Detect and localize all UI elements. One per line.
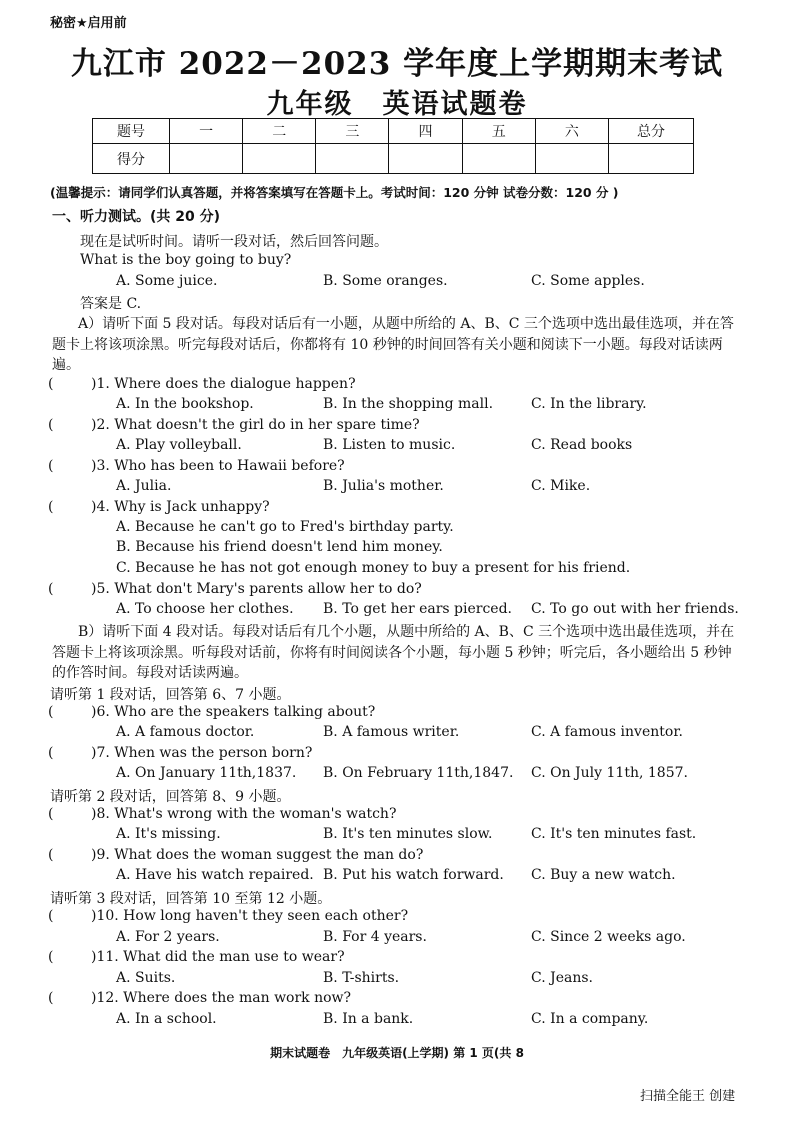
answer-bracket[interactable]: ( — [48, 581, 54, 597]
score-blank[interactable] — [462, 144, 535, 174]
q8-option-b: B. It's ten minutes slow. — [323, 826, 493, 842]
answer-bracket[interactable]: ( — [48, 806, 54, 822]
question-12: )12. Where does the man work now? — [91, 990, 352, 1006]
exam-subtitle: 九年级 英语试题卷 — [266, 89, 528, 120]
question-4: )4. Why is Jack unhappy? — [91, 499, 270, 515]
question-9: )9. What does the woman suggest the man do? — [91, 847, 424, 863]
question-5: )5. What don't Mary's parents allow her to do? — [91, 581, 422, 597]
score-table-header-row — [93, 119, 694, 144]
answer-bracket[interactable]: ( — [48, 745, 54, 761]
example-answer: 答案是 C. — [80, 296, 142, 312]
q1-option-c: C. In the library. — [531, 396, 647, 412]
score-table-score-row — [93, 144, 694, 174]
dialog-2-instruction: 请听第 2 段对话，回答第 8、9 小题。 — [50, 789, 291, 805]
answer-bracket[interactable]: ( — [48, 499, 54, 515]
q9-option-a: A. Have his watch repaired. — [116, 867, 314, 883]
q10-option-c: C. Since 2 weeks ago. — [531, 929, 686, 945]
example-option-c: C. Some apples. — [531, 273, 645, 289]
score-blank[interactable] — [170, 144, 243, 174]
question-8: )8. What's wrong with the woman's watch? — [91, 806, 397, 822]
q2-option-b: B. Listen to music. — [323, 437, 456, 453]
q5-option-a: A. To choose her clothes. — [116, 601, 294, 617]
score-cell: 题号 — [93, 119, 170, 144]
part-b-instructions: B）请听下面 4 段对话。每段对话后有几个小题，从题中所给的 A、B、C 三个选项中选出最佳选项，并在答题卡上将该项涂黑。听每段对话前，你将有时间阅读各个小题，每小题 5 秒钟；听完后，各小题给出 5 秒钟的作答时间。每段对话读两遍。 — [52, 624, 735, 681]
question-2: )2. What doesn't the girl do in her spare time? — [91, 417, 420, 433]
score-table — [92, 118, 694, 174]
q8-option-c: C. It's ten minutes fast. — [531, 826, 697, 842]
q12-option-a: A. In a school. — [116, 1011, 217, 1027]
q12-option-b: B. In a bank. — [323, 1011, 414, 1027]
question-11: )11. What did the man use to wear? — [91, 949, 345, 965]
q4-option-c: C. Because he has not got enough money to buy a present for his friend. — [116, 560, 631, 576]
score-cell: 三 — [316, 119, 389, 144]
q3-option-b: B. Julia's mother. — [323, 478, 444, 494]
q10-option-a: A. For 2 years. — [116, 929, 220, 945]
score-cell: 四 — [389, 119, 462, 144]
q11-option-c: C. Jeans. — [531, 970, 594, 986]
question-10: )10. How long haven't they seen each other? — [91, 908, 409, 924]
q5-option-c: C. To go out with her friends. — [531, 601, 739, 617]
q6-option-c: C. A famous inventor. — [531, 724, 683, 740]
answer-bracket[interactable]: ( — [48, 847, 54, 863]
answer-bracket[interactable]: ( — [48, 704, 54, 720]
answer-bracket[interactable]: ( — [48, 417, 54, 433]
example-question: What is the boy going to buy? — [80, 252, 292, 268]
page-footer: 期末试题卷 九年级英语(上学期) 第 1 页(共 8 — [270, 1046, 524, 1060]
q2-option-c: C. Read books — [531, 437, 633, 453]
score-label: 得分 — [93, 144, 170, 174]
dialog-1-instruction: 请听第 1 段对话，回答第 6、7 小题。 — [50, 687, 291, 703]
q1-option-b: B. In the shopping mall. — [323, 396, 494, 412]
confidential-mark: 秘密★启用前 — [50, 16, 127, 31]
answer-bracket[interactable]: ( — [48, 990, 54, 1006]
score-blank[interactable] — [535, 144, 608, 174]
answer-bracket[interactable]: ( — [48, 949, 54, 965]
score-cell: 二 — [243, 119, 316, 144]
answer-bracket[interactable]: ( — [48, 376, 54, 392]
exam-tip: (温馨提示：请同学们认真答题，并将答案填写在答题卡上。考试时间：120 分钟 试卷分数：120 分 ) — [50, 185, 619, 200]
score-cell: 总分 — [609, 119, 694, 144]
q6-option-b: B. A famous writer. — [323, 724, 460, 740]
question-7: )7. When was the person born? — [91, 745, 313, 761]
question-1: )1. Where does the dialogue happen? — [91, 376, 356, 392]
q11-option-b: B. T-shirts. — [323, 970, 400, 986]
q8-option-a: A. It's missing. — [116, 826, 221, 842]
score-blank[interactable] — [243, 144, 316, 174]
q3-option-a: A. Julia. — [116, 478, 172, 494]
q4-option-b: B. Because his friend doesn't lend him money. — [116, 539, 443, 555]
q7-option-c: C. On July 11th, 1857. — [531, 765, 688, 781]
q5-option-b: B. To get her ears pierced. — [323, 601, 512, 617]
answer-bracket[interactable]: ( — [48, 458, 54, 474]
example-option-a: A. Some juice. — [116, 273, 218, 289]
q10-option-b: B. For 4 years. — [323, 929, 427, 945]
score-cell: 六 — [535, 119, 608, 144]
score-cell: 五 — [462, 119, 535, 144]
q2-option-a: A. Play volleyball. — [116, 437, 242, 453]
q3-option-c: C. Mike. — [531, 478, 591, 494]
answer-bracket[interactable]: ( — [48, 908, 54, 924]
exam-title: 九江市 2022－2023 学年度上学期期末考试 — [70, 46, 724, 82]
example-intro: 现在是试听时间。请听一段对话，然后回答问题。 — [80, 234, 388, 250]
q9-option-b: B. Put his watch forward. — [323, 867, 504, 883]
q11-option-a: A. Suits. — [116, 970, 176, 986]
score-blank[interactable] — [389, 144, 462, 174]
scanner-watermark: 扫描全能王 创建 — [640, 1089, 736, 1104]
score-blank[interactable] — [316, 144, 389, 174]
score-cell: 一 — [170, 119, 243, 144]
q6-option-a: A. A famous doctor. — [116, 724, 255, 740]
q7-option-b: B. On February 11th,1847. — [323, 765, 514, 781]
q1-option-a: A. In the bookshop. — [116, 396, 254, 412]
dialog-3-instruction: 请听第 3 段对话，回答第 10 至第 12 小题。 — [50, 891, 332, 907]
question-3: )3. Who has been to Hawaii before? — [91, 458, 345, 474]
section-title: 一、听力测试。(共 20 分) — [52, 209, 221, 225]
example-option-b: B. Some oranges. — [323, 273, 448, 289]
question-6: )6. Who are the speakers talking about? — [91, 704, 376, 720]
score-blank[interactable] — [609, 144, 694, 174]
q12-option-c: C. In a company. — [531, 1011, 649, 1027]
q7-option-a: A. On January 11th,1837. — [116, 765, 297, 781]
part-a-instructions: A）请听下面 5 段对话。每段对话后有一小题，从题中所给的 A、B、C 三个选项中选出最佳选项，并在答题卡上将该项涂黑。听完每段对话后，你都将有 10 秒钟的时间回答有关小题和阅读下一小题。每段对话读两遍。 — [52, 316, 734, 373]
q9-option-c: C. Buy a new watch. — [531, 867, 676, 883]
q4-option-a: A. Because he can't go to Fred's birthday party. — [116, 519, 454, 535]
